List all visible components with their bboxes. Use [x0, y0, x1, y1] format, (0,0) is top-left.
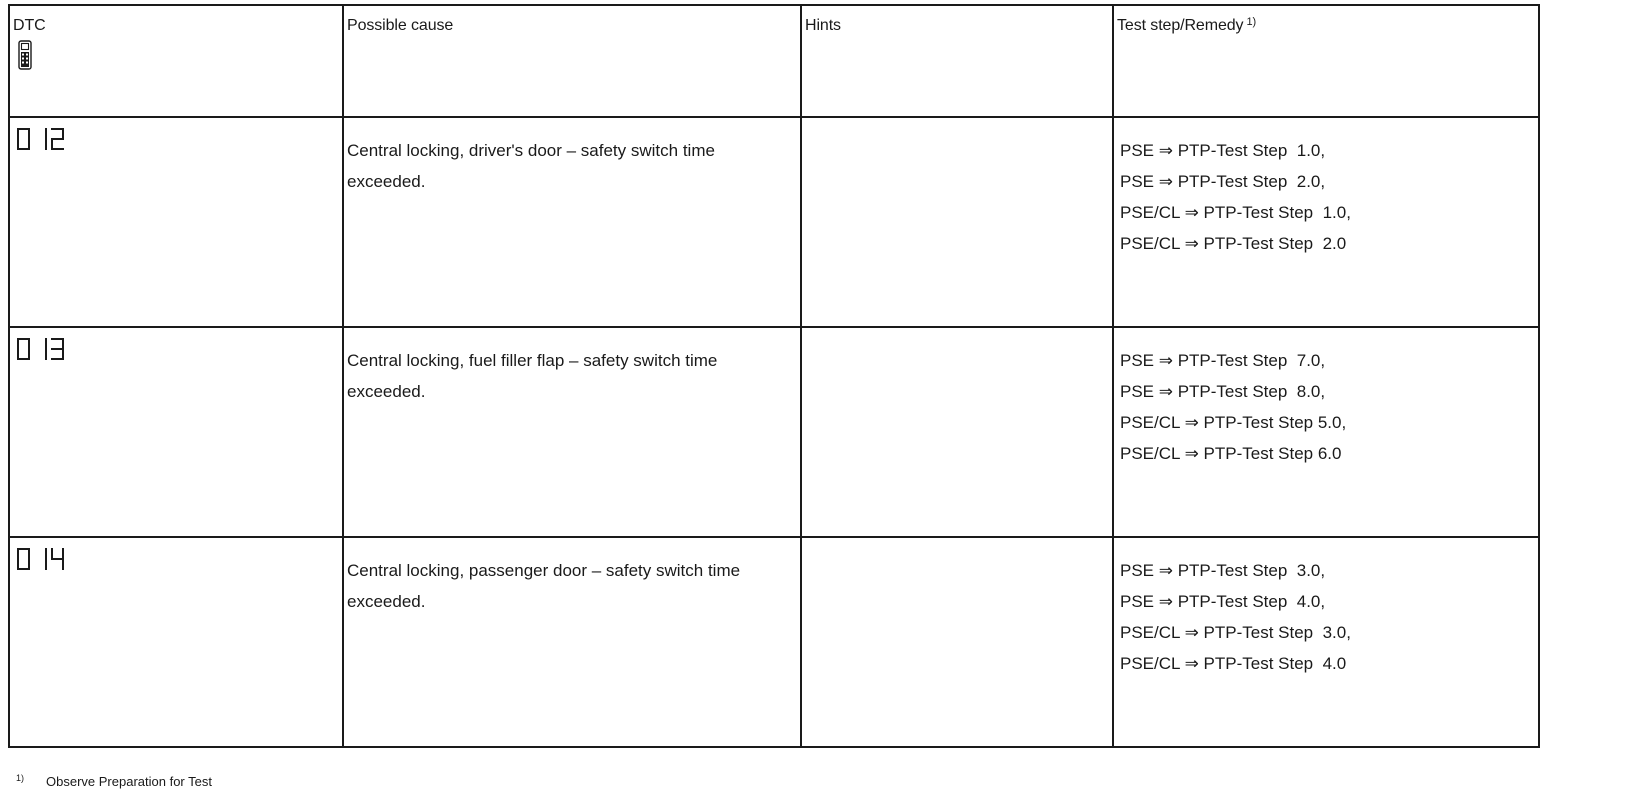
possible-cause-text: Central locking, fuel filler flap – safety switch time exceeded.	[347, 351, 718, 401]
test-step-line: PSE ⇒ PTP-Test Step 7.0,	[1120, 351, 1326, 370]
header-dtc: DTC	[13, 17, 46, 34]
test-step-line: PSE/CL ⇒ PTP-Test Step 1.0,	[1120, 203, 1351, 222]
possible-cause-cell	[343, 327, 801, 537]
dtc-digit	[52, 549, 63, 569]
test-step-line: PSE/CL ⇒ PTP-Test Step 3.0,	[1120, 623, 1351, 642]
dtc-digit	[18, 339, 29, 359]
header-possible-cause-cell	[343, 5, 801, 117]
dtc-code-display	[10, 118, 342, 152]
test-step-line: PSE/CL ⇒ PTP-Test Step 4.0	[1120, 654, 1347, 673]
header-footnote-ref: 1)	[1246, 16, 1257, 28]
header-test-step-label: Test step/Remedy	[1117, 17, 1244, 34]
test-step-cell	[1113, 537, 1539, 747]
hints-cell	[801, 327, 1113, 537]
test-step-cell	[1113, 117, 1539, 327]
dtc-cell	[9, 537, 343, 747]
test-step-cell	[1113, 327, 1539, 537]
header-hints-cell	[801, 5, 1113, 117]
dtc-code-display	[10, 538, 342, 572]
test-step-list	[1114, 118, 1538, 259]
test-step-line: PSE ⇒ PTP-Test Step 4.0,	[1120, 592, 1326, 611]
dtc-cell	[9, 327, 343, 537]
dtc-digit	[52, 339, 63, 359]
dtc-code-segments	[16, 548, 69, 572]
dtc-code-segments	[16, 338, 69, 362]
test-step-line: PSE/CL ⇒ PTP-Test Step 6.0	[1120, 444, 1342, 463]
dtc-digit	[18, 549, 29, 569]
possible-cause-cell	[343, 537, 801, 747]
header-possible-cause: Possible cause	[347, 17, 454, 34]
dtc-digit	[52, 129, 63, 149]
test-step-list	[1114, 328, 1538, 469]
dtc-code-display	[10, 328, 342, 362]
table-row	[9, 327, 1539, 537]
dtc-table	[8, 4, 1540, 748]
table-row	[9, 537, 1539, 747]
test-step-line: PSE ⇒ PTP-Test Step 8.0,	[1120, 382, 1326, 401]
test-step-line: PSE ⇒ PTP-Test Step 3.0,	[1120, 561, 1326, 580]
header-dtc-cell	[9, 5, 343, 117]
footnote-text: Observe Preparation for Test	[46, 774, 212, 789]
test-step-line: PSE/CL ⇒ PTP-Test Step 2.0	[1120, 234, 1347, 253]
test-step-line: PSE ⇒ PTP-Test Step 1.0,	[1120, 141, 1326, 160]
possible-cause-cell	[343, 117, 801, 327]
dtc-cell	[9, 117, 343, 327]
test-step-line: PSE/CL ⇒ PTP-Test Step 5.0,	[1120, 413, 1347, 432]
dtc-code-segments	[16, 128, 69, 152]
possible-cause-text: Central locking, driver's door – safety switch time exceeded.	[347, 141, 715, 191]
table-header-row	[9, 5, 1539, 117]
test-step-list	[1114, 538, 1538, 679]
hints-cell	[801, 537, 1113, 747]
footnote	[16, 774, 212, 791]
table-row	[9, 117, 1539, 327]
hints-cell	[801, 117, 1113, 327]
possible-cause-text: Central locking, passenger door – safety switch time exceeded.	[347, 561, 741, 611]
header-test-step-cell	[1113, 5, 1539, 117]
handheld-tester-icon	[18, 40, 32, 70]
footnote-mark: 1)	[16, 773, 25, 783]
test-step-line: PSE ⇒ PTP-Test Step 2.0,	[1120, 172, 1326, 191]
header-hints: Hints	[805, 17, 841, 34]
header-test-step	[1114, 6, 1538, 37]
dtc-digit	[18, 129, 29, 149]
